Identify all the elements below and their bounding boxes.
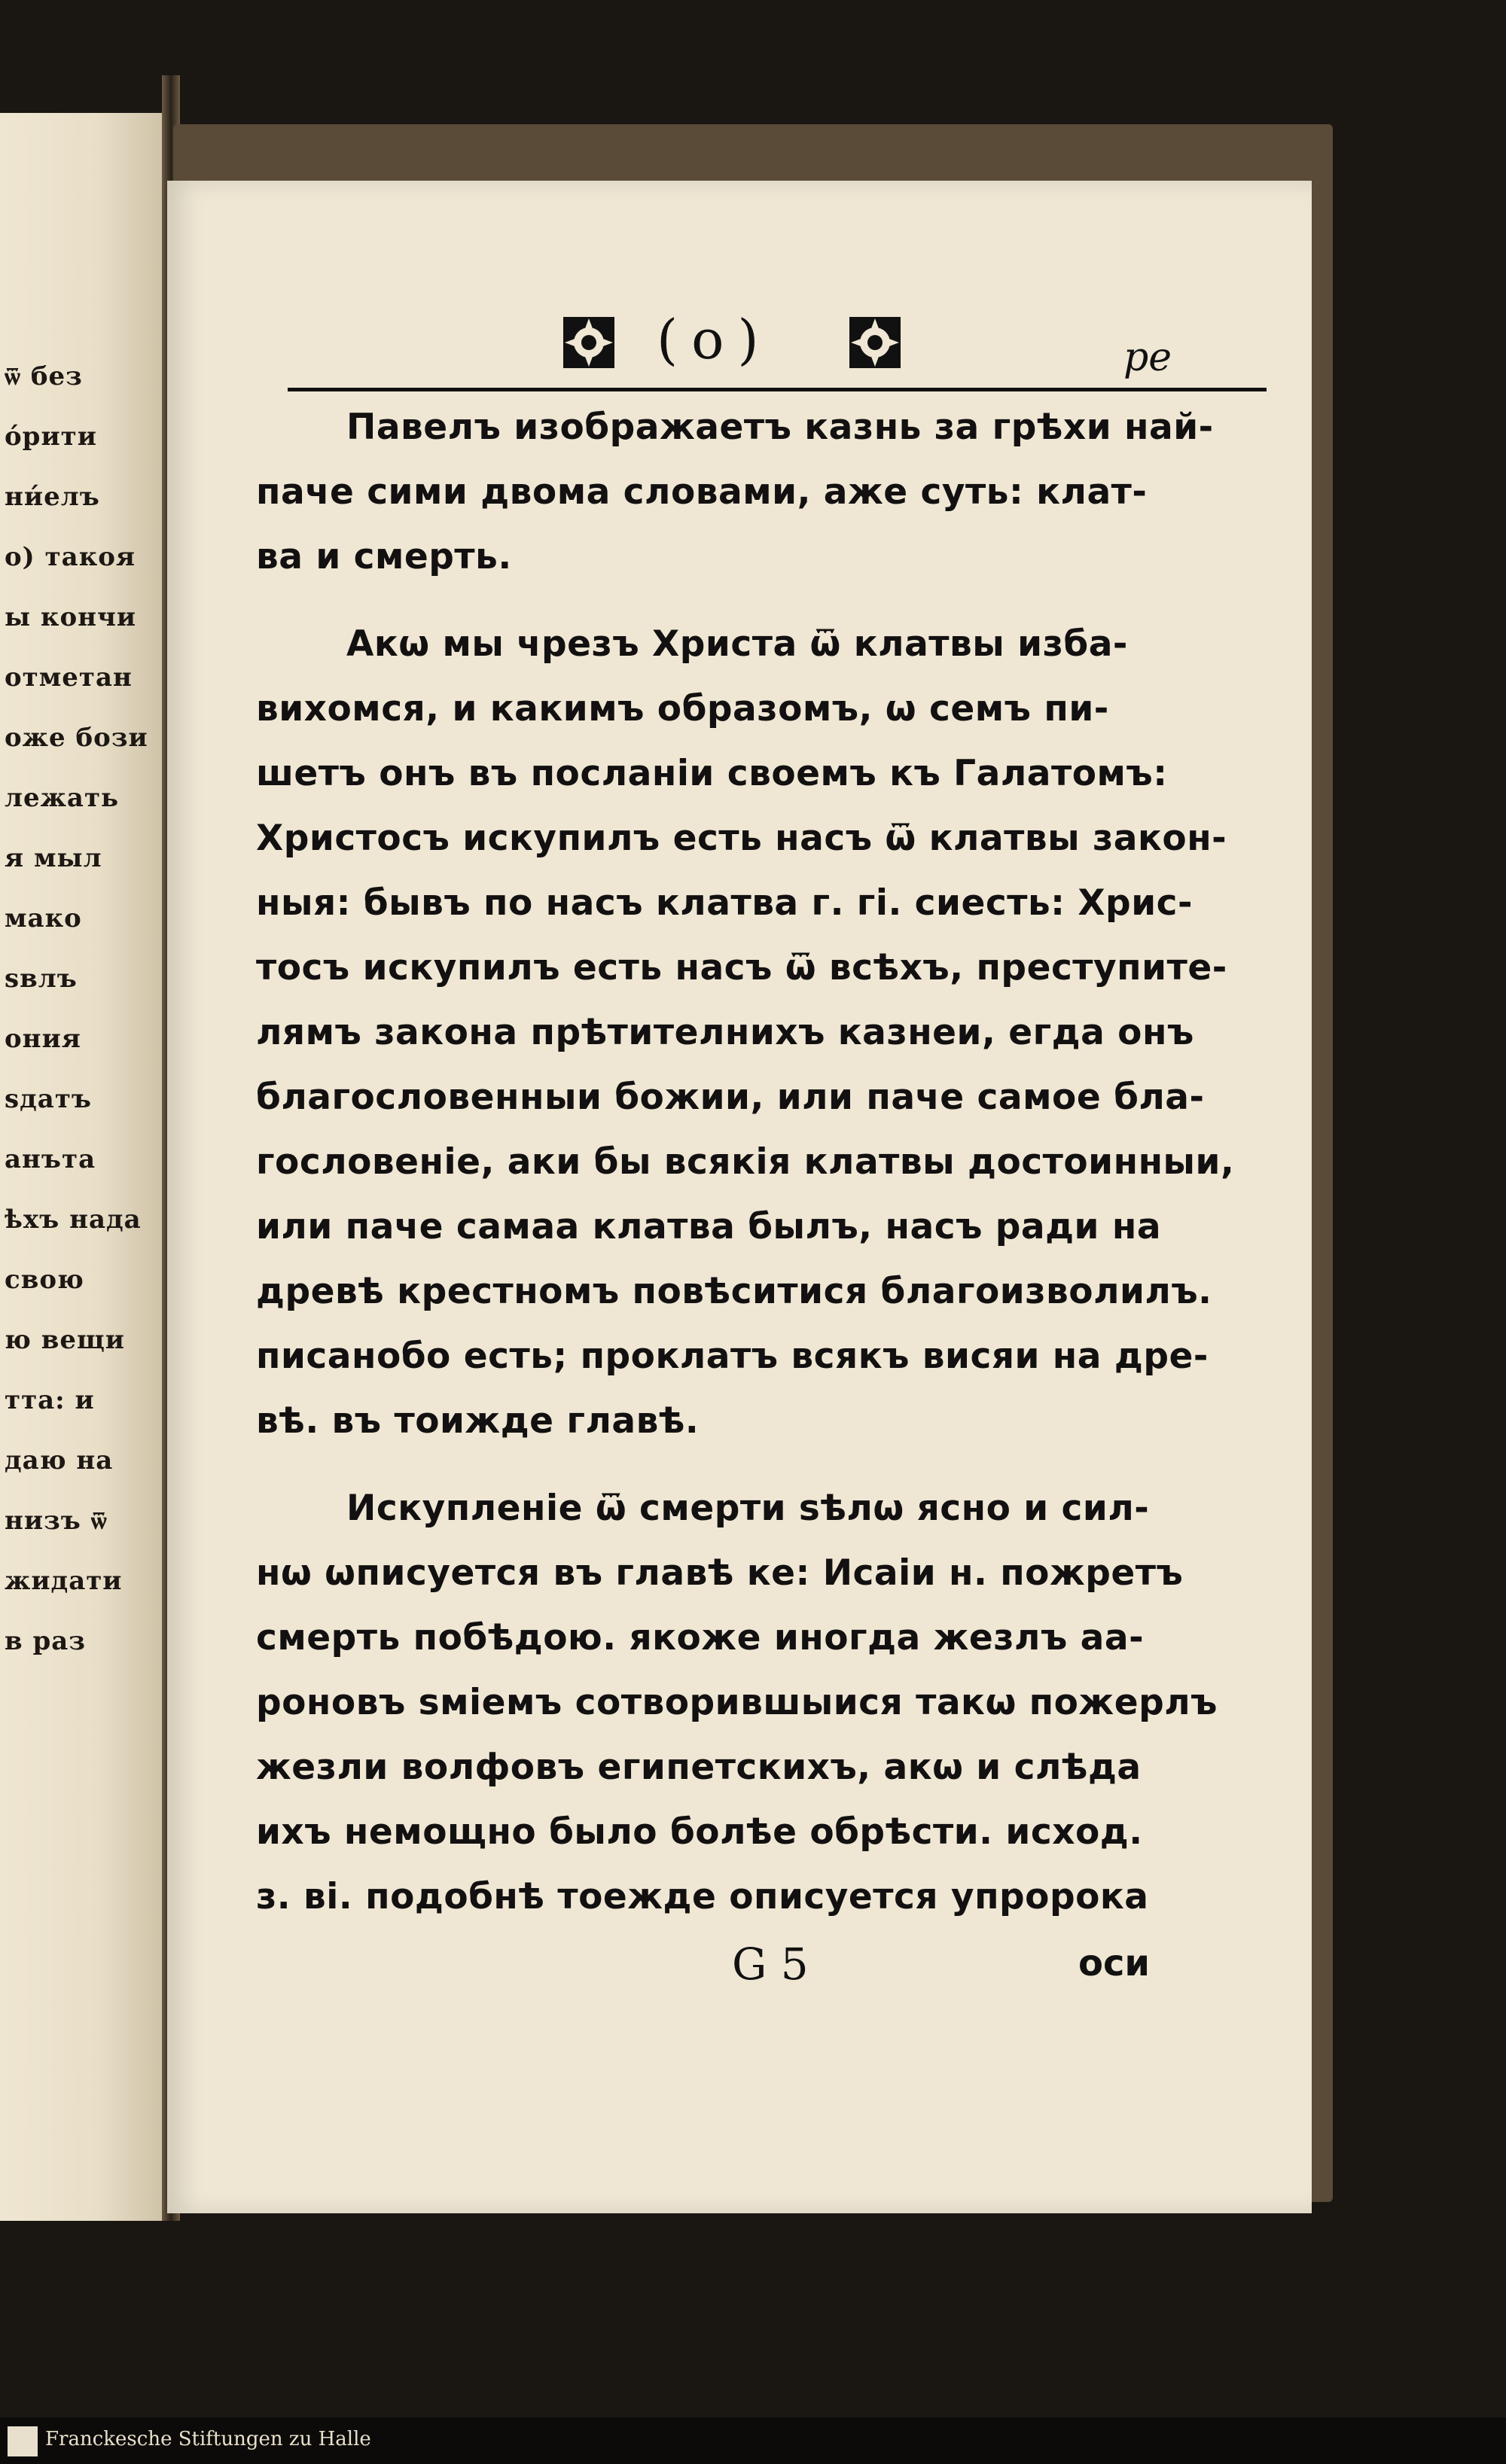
book-page (167, 181, 1312, 2213)
left-page-fragment: ни́елъ (5, 482, 100, 512)
text-line: шетъ онъ въ посланіи своемъ къ Галатомъ: (256, 753, 1168, 794)
page-header (559, 308, 1297, 380)
signature-mark: G 5 (732, 1939, 809, 1990)
library-logo-icon (8, 2426, 38, 2456)
left-page-fragment: лежать (5, 783, 120, 813)
left-page-fragment: оже бози (5, 723, 148, 753)
page-number: ре (1123, 335, 1172, 380)
left-page-fragment: в раз (5, 1626, 86, 1656)
text-line: ныя: бывъ по насъ клатва г. гі. сиесть: Хрис- (256, 882, 1193, 924)
text-line: гословеніе, аки бы всякія клатвы достоинныи, (256, 1141, 1235, 1183)
text-line: Акѡ мы чрезъ Христа ѿ клатвы избa- (346, 623, 1128, 665)
page-marker: (o) (657, 308, 773, 371)
text-line: роновъ ѕміемъ сотворившыися такѡ пожерлъ (256, 1682, 1218, 1723)
left-facing-page (0, 113, 162, 2221)
text-line: вѣ. въ тоиждe главѣ. (256, 1400, 700, 1442)
left-page-fragment: о) такоя (5, 542, 136, 572)
left-page-fragment: даю на (5, 1445, 114, 1476)
catchword: оси (1078, 1942, 1151, 1984)
left-page-fragment: ы кончи (5, 602, 137, 632)
left-page-fragment: отметан (5, 662, 133, 693)
text-line: тосъ искупилъ есть насъ ѿ всѣхъ, преступите- (256, 947, 1227, 988)
text-line: жезли волфовъ египетскихъ, акѡ и слѣда (256, 1747, 1142, 1788)
left-page-fragment: я мыл (5, 843, 102, 873)
text-line: паче сими двома словами, аже суть: клат- (256, 471, 1148, 513)
text-line: Христосъ искупилъ есть насъ ѿ клатвы закон- (256, 818, 1227, 859)
left-page-fragment: тта: и (5, 1385, 95, 1415)
text-line: Павелъ изображаетъ казнь за грѣхи най- (346, 407, 1214, 448)
left-page-fragment: ѣхъ нада (5, 1205, 142, 1235)
text-line: лямъ закона прѣтителнихъ казнеи, егда онъ (256, 1012, 1194, 1053)
right-ornament-icon (845, 312, 905, 373)
text-line: писанобо есть; проклатъ всякъ висяи на дре- (256, 1336, 1209, 1377)
left-page-fragment: ѿ без (5, 361, 83, 391)
body-text (256, 395, 1280, 1929)
left-page-fragment: свою (5, 1265, 84, 1295)
text-line: смерть побѣдою. якоже иногда жезлъ аа- (256, 1617, 1145, 1658)
left-page-fragment: ѕвлъ (5, 964, 78, 994)
left-page-fragment: низъ ѿ (5, 1506, 108, 1536)
text-line: ва и смерть. (256, 536, 512, 577)
left-page-fragment: ѕдатъ (5, 1084, 92, 1114)
left-page-fragment: ю вещи (5, 1325, 125, 1355)
text-line: древѣ крестномъ повѣситися благоизволилъ. (256, 1271, 1212, 1312)
text-line: з. ві. подобнѣ тоежде описуется упророка (256, 1876, 1149, 1917)
left-page-fragment: жидати (5, 1566, 123, 1596)
text-line: Искупленіе ѿ смерти ѕѣлѡ ясно и сил- (346, 1488, 1150, 1529)
text-line: ихъ немощно было болѣе обрѣсти. исход. (256, 1811, 1143, 1853)
text-line: или паче самаа клатва былъ, насъ ради на (256, 1206, 1162, 1247)
left-page-fragment: ония (5, 1024, 81, 1054)
left-page-fragment: о́рити (5, 422, 97, 452)
left-page-fragment: анъта (5, 1144, 96, 1174)
text-line: вихомся, и какимъ образомъ, ѡ семъ пи- (256, 688, 1109, 729)
left-page-fragment: мако (5, 903, 82, 934)
footer-bar (0, 2417, 1506, 2464)
text-line: благословенныи божии, или паче самое бла- (256, 1077, 1205, 1118)
left-ornament-icon (559, 312, 619, 373)
header-rule (288, 388, 1267, 391)
text-line: нѡ ѡписуется въ главѣ ке: Исаіи н. пожретъ (256, 1552, 1184, 1594)
footer-credit: Franckesche Stiftungen zu Halle (45, 2428, 371, 2450)
